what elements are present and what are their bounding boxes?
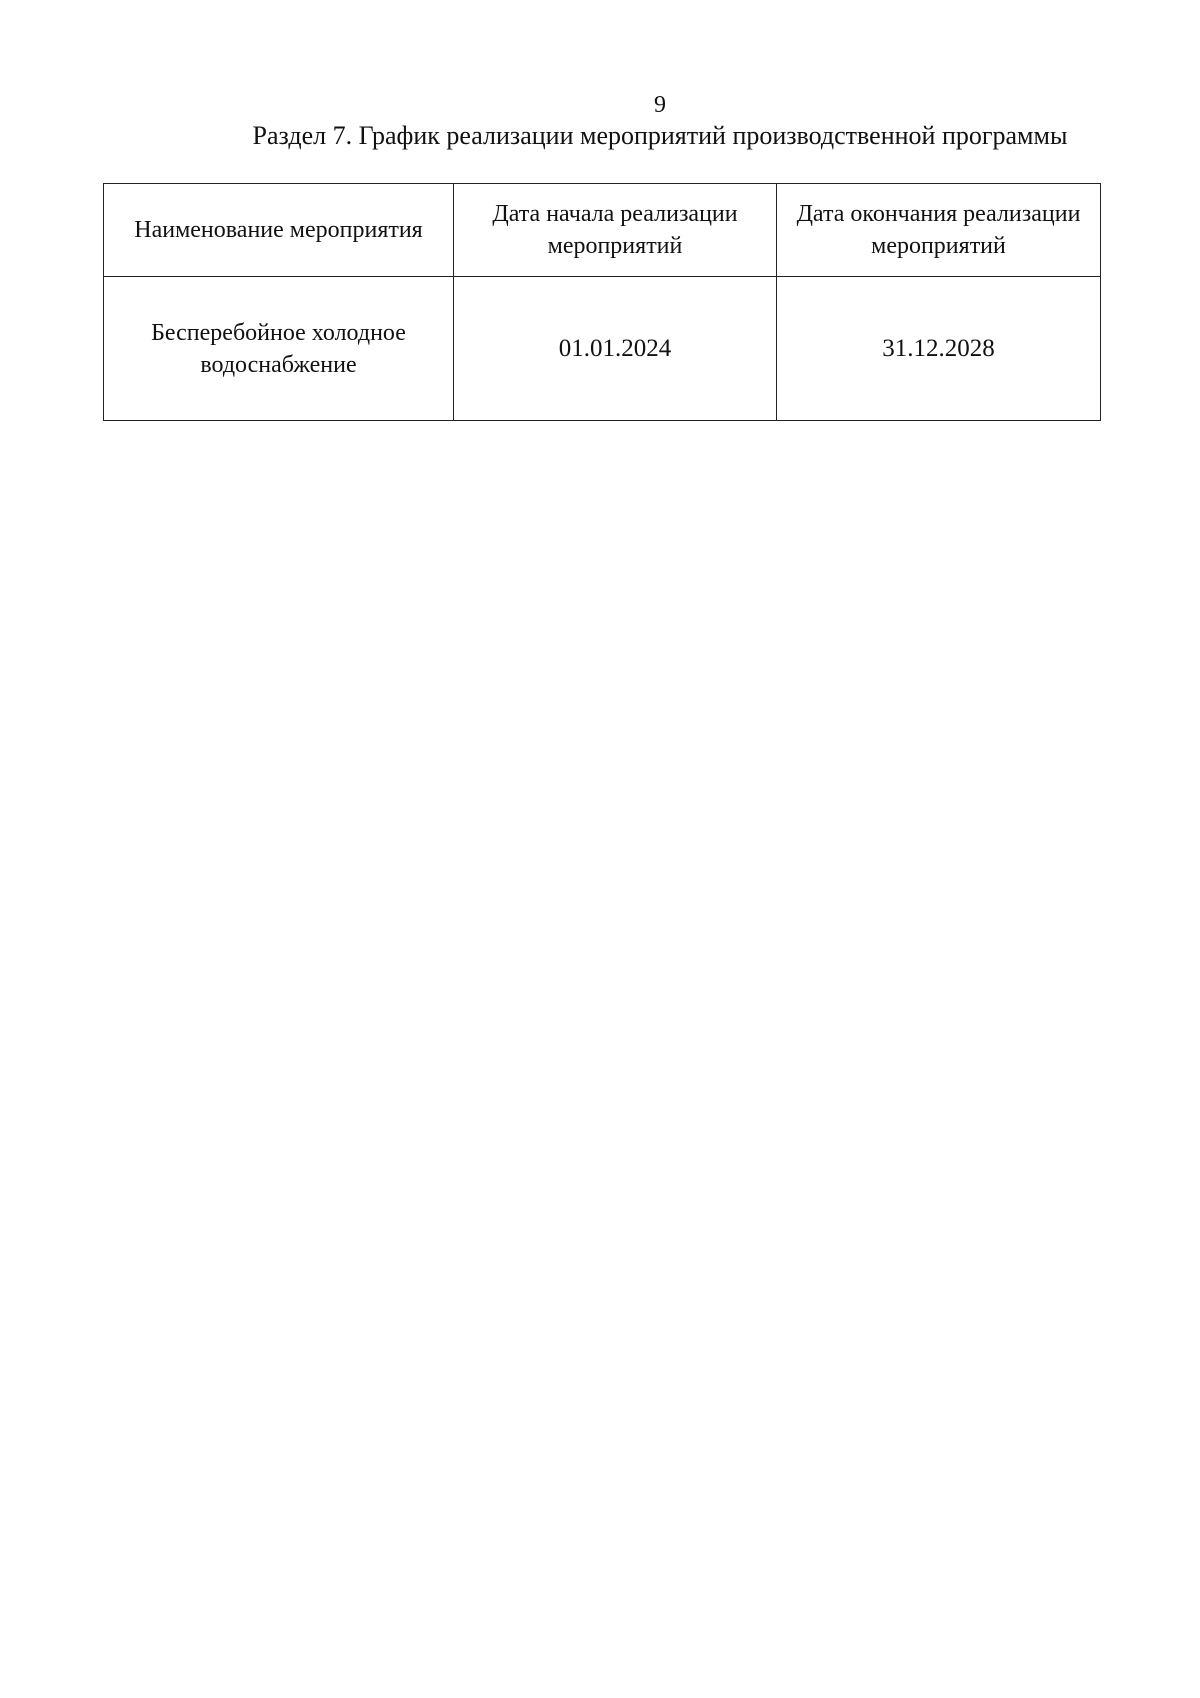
header-cell-start-date: Дата начала реализации мероприятий (454, 184, 777, 277)
cell-start-date: 01.01.2024 (454, 277, 777, 421)
header-cell-event-name: Наименование мероприятия (104, 184, 454, 277)
section-title: Раздел 7. График реализации мероприятий производственной программы (252, 121, 1068, 150)
header-cell-end-date: Дата окончания реализации мероприятий (777, 184, 1101, 277)
table-header-row (104, 184, 1101, 277)
table-row (104, 277, 1101, 421)
cell-event-name: Бесперебойное холодное водоснабжение (104, 277, 454, 421)
page-number: 9 (654, 92, 666, 118)
schedule-table (103, 183, 1101, 421)
cell-end-date: 31.12.2028 (777, 277, 1101, 421)
